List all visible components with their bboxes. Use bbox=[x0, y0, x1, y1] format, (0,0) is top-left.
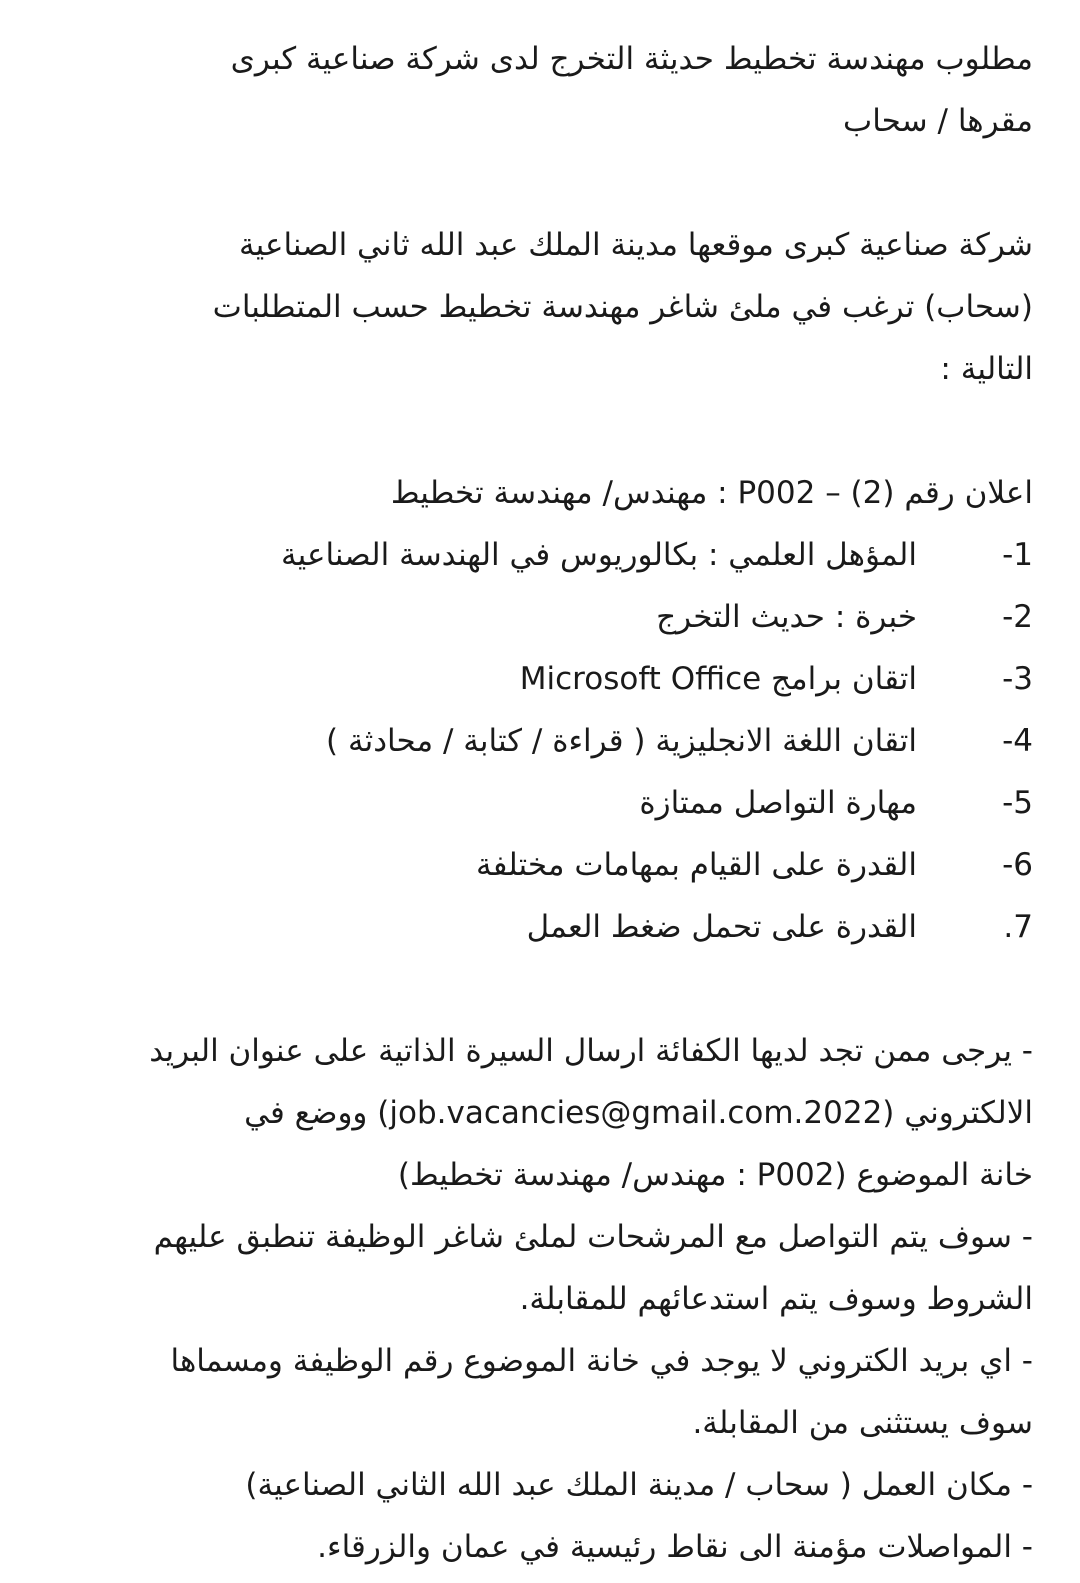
list-item-text: مهارة التواصل ممتازة bbox=[639, 785, 917, 821]
list-item-text: القدرة على تحمل ضغط العمل bbox=[526, 909, 917, 945]
list-item-number: 2- bbox=[1002, 599, 1033, 635]
list-item-text: القدرة على القيام بمهامات مختلفة bbox=[475, 847, 917, 883]
exclude-line-2: سوف يستثنى من المقابلة. bbox=[692, 1405, 1033, 1441]
apply-line-2-suffix: ) ووضع في bbox=[244, 1095, 390, 1131]
spacer bbox=[36, 400, 1033, 462]
heading-line-2: مقرها / سحاب bbox=[843, 103, 1033, 139]
work-location-line: - مكان العمل ( سحاب / مدينة الملك عبد الله الثاني الصناعية) bbox=[245, 1467, 1033, 1503]
apply-line-2 bbox=[36, 1082, 1033, 1144]
list-item-text: اتقان اللغة الانجليزية ( قراءة / كتابة / محادثة ) bbox=[326, 723, 917, 759]
list-item bbox=[36, 648, 1033, 710]
intro-line-2: (سحاب) ترغب في ملئ شاغر مهندسة تخطيط حسب المتطلبات bbox=[212, 289, 1033, 325]
apply-line-1: - يرجى ممن تجد لديها الكفائة ارسال السيرة الذاتية على عنوان البريد bbox=[149, 1033, 1033, 1069]
apply-line-2-prefix: الالكتروني ( bbox=[882, 1095, 1033, 1131]
announcement-title: اعلان رقم (2) – P002 : مهندس/ مهندسة تخطيط bbox=[390, 475, 1033, 511]
email-link[interactable]: job.vacancies@gmail.com.2022 bbox=[389, 1095, 883, 1131]
list-item bbox=[36, 896, 1033, 958]
contact-line-1: - سوف يتم التواصل مع المرشحات لملئ شاغر الوظيفة تنطبق عليهم bbox=[153, 1219, 1033, 1255]
spacer bbox=[36, 152, 1033, 214]
apply-line-3: خانة الموضوع (P002 : مهندس/ مهندسة تخطيط) bbox=[397, 1157, 1033, 1193]
list-item-text: المؤهل العلمي : بكالوريوس في الهندسة الصناعية bbox=[281, 537, 917, 573]
list-item-number: 1- bbox=[1002, 537, 1033, 573]
list-item bbox=[36, 586, 1033, 648]
announcement-section bbox=[36, 462, 1033, 958]
heading-line-1: مطلوب مهندسة تخطيط حديثة التخرج لدى شركة صناعية كبرى bbox=[230, 41, 1033, 77]
list-item-number: 4- bbox=[1002, 723, 1033, 759]
transport-line: - المواصلات مؤمنة الى نقاط رئيسية في عمان والزرقاء. bbox=[317, 1529, 1033, 1565]
exclude-line-1: - اي بريد الكتروني لا يوجد في خانة الموضوع رقم الوظيفة ومسماها bbox=[170, 1343, 1033, 1379]
list-item-number: 6- bbox=[1002, 847, 1033, 883]
intro-line-1: شركة صناعية كبرى موقعها مدينة الملك عبد الله ثاني الصناعية bbox=[238, 227, 1033, 263]
list-item-text: خبرة : حديث التخرج bbox=[656, 599, 917, 635]
contact-line-2: الشروط وسوف يتم استدعائهم للمقابلة. bbox=[519, 1281, 1033, 1317]
spacer bbox=[36, 958, 1033, 1020]
requirements-list bbox=[36, 524, 1033, 958]
posting-heading bbox=[36, 28, 1033, 152]
list-item bbox=[36, 834, 1033, 896]
list-item-number: 3- bbox=[1002, 661, 1033, 697]
application-notes bbox=[36, 1020, 1033, 1578]
list-item-number: 5- bbox=[1002, 785, 1033, 821]
list-item bbox=[36, 524, 1033, 586]
list-item-text: اتقان برامج Microsoft Office bbox=[519, 661, 917, 697]
intro-line-3: التالية : bbox=[940, 351, 1033, 387]
company-intro bbox=[36, 214, 1033, 400]
list-item bbox=[36, 772, 1033, 834]
list-item-number: 7. bbox=[1003, 909, 1033, 945]
list-item bbox=[36, 710, 1033, 772]
